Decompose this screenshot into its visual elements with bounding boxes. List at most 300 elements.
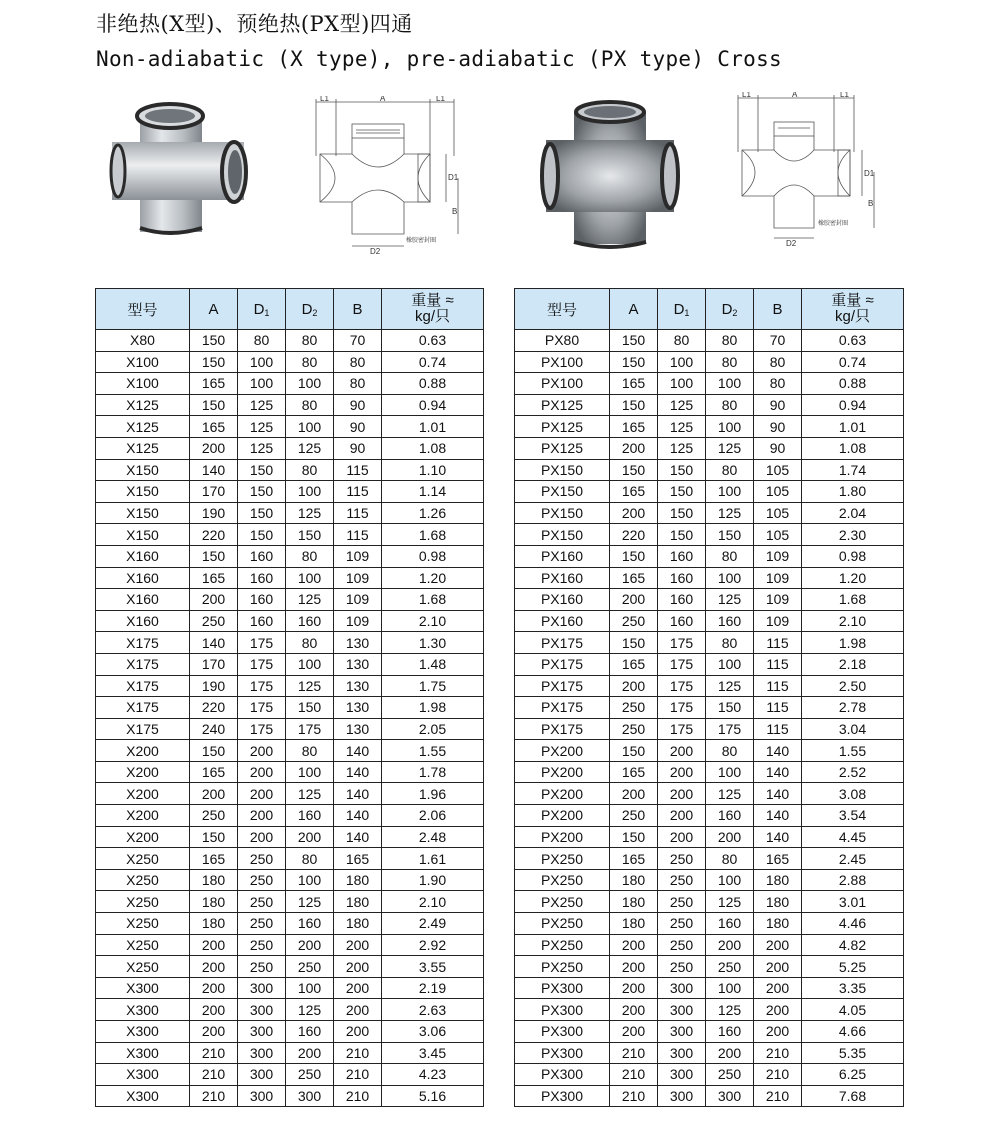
table-row xyxy=(515,977,904,999)
cell-weight: 2.63 xyxy=(382,999,484,1021)
cell-d2: 80 xyxy=(286,632,334,654)
label-b: B xyxy=(868,199,874,208)
cell-a: 200 xyxy=(610,999,658,1021)
cell-a: 150 xyxy=(190,351,238,373)
cell-weight: 2.04 xyxy=(802,502,904,524)
cell-model: PX250 xyxy=(515,869,610,891)
cell-b: 130 xyxy=(334,632,382,654)
cell-d2: 150 xyxy=(286,697,334,719)
cell-a: 150 xyxy=(610,545,658,567)
cell-model: PX160 xyxy=(515,610,610,632)
table-row xyxy=(515,697,904,719)
cell-weight: 0.94 xyxy=(802,394,904,416)
table-row xyxy=(96,632,484,654)
table-row xyxy=(515,610,904,632)
x-type-cross-photo xyxy=(104,96,254,244)
cell-b: 165 xyxy=(754,848,802,870)
cell-weight: 1.08 xyxy=(802,437,904,459)
cell-model: PX300 xyxy=(515,977,610,999)
cell-d1: 175 xyxy=(238,697,286,719)
cell-d2: 100 xyxy=(286,567,334,589)
cell-a: 180 xyxy=(190,891,238,913)
cell-d2: 125 xyxy=(286,891,334,913)
cell-a: 200 xyxy=(610,502,658,524)
cell-a: 180 xyxy=(610,891,658,913)
cell-d1: 150 xyxy=(238,524,286,546)
cell-a: 165 xyxy=(610,761,658,783)
cell-d1: 150 xyxy=(658,459,706,481)
cell-weight: 1.61 xyxy=(382,848,484,870)
header-b: B xyxy=(334,289,382,330)
cell-b: 115 xyxy=(754,718,802,740)
cell-b: 200 xyxy=(334,934,382,956)
cell-weight: 1.78 xyxy=(382,761,484,783)
table-row xyxy=(96,481,484,503)
cell-weight: 1.55 xyxy=(802,740,904,762)
cell-b: 210 xyxy=(754,1085,802,1107)
cell-a: 210 xyxy=(190,1064,238,1086)
cell-d2: 160 xyxy=(286,805,334,827)
cell-d1: 150 xyxy=(238,481,286,503)
cell-model: PX175 xyxy=(515,653,610,675)
table-row xyxy=(96,610,484,632)
cell-a: 200 xyxy=(610,934,658,956)
cell-weight: 1.55 xyxy=(382,740,484,762)
cell-b: 105 xyxy=(754,524,802,546)
table-row xyxy=(96,891,484,913)
cell-weight: 1.08 xyxy=(382,437,484,459)
table-row xyxy=(96,913,484,935)
cell-b: 180 xyxy=(334,891,382,913)
table-row xyxy=(96,675,484,697)
cell-d2: 250 xyxy=(286,1064,334,1086)
cell-d1: 150 xyxy=(238,459,286,481)
cell-a: 150 xyxy=(610,330,658,352)
cell-b: 90 xyxy=(754,437,802,459)
header-b: B xyxy=(754,289,802,330)
cell-d2: 160 xyxy=(286,913,334,935)
cell-d1: 300 xyxy=(238,1085,286,1107)
cell-d1: 160 xyxy=(658,545,706,567)
cell-weight: 4.23 xyxy=(382,1064,484,1086)
cell-model: PX125 xyxy=(515,416,610,438)
table-row xyxy=(96,653,484,675)
cell-d2: 100 xyxy=(706,373,754,395)
cell-weight: 1.68 xyxy=(382,524,484,546)
cell-d1: 200 xyxy=(238,826,286,848)
table-row xyxy=(515,1085,904,1107)
cell-b: 90 xyxy=(334,394,382,416)
cell-weight: 3.45 xyxy=(382,1042,484,1064)
x-type-cross-drawing xyxy=(306,96,466,256)
cell-b: 210 xyxy=(334,1064,382,1086)
cell-d2: 200 xyxy=(706,826,754,848)
cell-b: 140 xyxy=(334,783,382,805)
cell-model: X80 xyxy=(96,330,190,352)
cell-a: 165 xyxy=(610,416,658,438)
cell-model: X250 xyxy=(96,934,190,956)
cell-weight: 1.14 xyxy=(382,481,484,503)
header-d1: $D_1$ xyxy=(238,289,286,330)
cell-a: 140 xyxy=(190,459,238,481)
cell-model: PX300 xyxy=(515,1042,610,1064)
cell-d1: 175 xyxy=(658,675,706,697)
cell-d2: 80 xyxy=(706,848,754,870)
table-row xyxy=(96,459,484,481)
cell-weight: 2.10 xyxy=(382,891,484,913)
cell-d2: 100 xyxy=(706,869,754,891)
cell-a: 200 xyxy=(610,589,658,611)
cell-d2: 80 xyxy=(706,740,754,762)
table-row xyxy=(515,545,904,567)
cell-d2: 125 xyxy=(706,891,754,913)
cell-b: 115 xyxy=(754,632,802,654)
cell-b: 90 xyxy=(754,394,802,416)
cell-d2: 80 xyxy=(286,740,334,762)
label-l1-right: L1 xyxy=(840,92,849,99)
cell-weight: 0.88 xyxy=(802,373,904,395)
cell-a: 200 xyxy=(610,675,658,697)
cell-weight: 0.98 xyxy=(382,545,484,567)
cell-d2: 160 xyxy=(706,610,754,632)
cell-a: 200 xyxy=(190,956,238,978)
cell-d1: 150 xyxy=(238,502,286,524)
cell-model: X200 xyxy=(96,761,190,783)
header-weight: 重量 ≈ kg/只 xyxy=(802,289,904,330)
cell-b: 140 xyxy=(334,826,382,848)
table-row xyxy=(96,416,484,438)
cell-b: 210 xyxy=(754,1064,802,1086)
cell-d2: 125 xyxy=(706,589,754,611)
cell-d1: 125 xyxy=(238,394,286,416)
label-a: A xyxy=(380,96,386,103)
cell-d1: 200 xyxy=(658,761,706,783)
label-d2: D2 xyxy=(786,239,797,248)
cell-d1: 125 xyxy=(238,416,286,438)
cell-model: PX175 xyxy=(515,718,610,740)
cell-a: 210 xyxy=(610,1042,658,1064)
cell-model: X150 xyxy=(96,502,190,524)
table-row xyxy=(515,761,904,783)
cell-d1: 300 xyxy=(238,1021,286,1043)
cell-d2: 125 xyxy=(286,675,334,697)
label-d1: D1 xyxy=(448,173,459,182)
cell-weight: 1.20 xyxy=(382,567,484,589)
cell-b: 115 xyxy=(754,675,802,697)
cell-d1: 160 xyxy=(238,567,286,589)
cell-b: 200 xyxy=(754,999,802,1021)
cell-weight: 2.88 xyxy=(802,869,904,891)
cell-model: PX250 xyxy=(515,848,610,870)
cell-a: 150 xyxy=(610,394,658,416)
cell-a: 200 xyxy=(610,1021,658,1043)
table-row xyxy=(96,330,484,352)
cell-d1: 200 xyxy=(238,805,286,827)
cell-b: 130 xyxy=(334,718,382,740)
cell-d1: 300 xyxy=(238,999,286,1021)
table-row xyxy=(96,783,484,805)
cell-a: 220 xyxy=(610,524,658,546)
cell-weight: 3.55 xyxy=(382,956,484,978)
cell-a: 150 xyxy=(610,740,658,762)
header-d2: $D_2$ xyxy=(286,289,334,330)
cell-weight: 2.52 xyxy=(802,761,904,783)
cell-a: 150 xyxy=(190,826,238,848)
table-row xyxy=(96,351,484,373)
table-row xyxy=(515,589,904,611)
cell-d1: 300 xyxy=(658,1085,706,1107)
table-row xyxy=(515,437,904,459)
cell-model: PX200 xyxy=(515,740,610,762)
cell-weight: 0.63 xyxy=(382,330,484,352)
cell-d2: 160 xyxy=(286,1021,334,1043)
cell-model: X200 xyxy=(96,826,190,848)
header-model: 型号 xyxy=(515,289,610,330)
cell-model: X125 xyxy=(96,437,190,459)
cell-model: PX300 xyxy=(515,1085,610,1107)
cell-d1: 175 xyxy=(238,653,286,675)
table-row xyxy=(515,1042,904,1064)
cell-a: 165 xyxy=(190,416,238,438)
cell-a: 220 xyxy=(190,697,238,719)
cell-model: PX175 xyxy=(515,675,610,697)
cell-d2: 80 xyxy=(706,394,754,416)
cell-b: 70 xyxy=(334,330,382,352)
cell-weight: 0.94 xyxy=(382,394,484,416)
cell-a: 165 xyxy=(610,481,658,503)
cell-model: PX300 xyxy=(515,1021,610,1043)
cell-model: X100 xyxy=(96,373,190,395)
cell-model: X300 xyxy=(96,977,190,999)
cell-a: 200 xyxy=(190,999,238,1021)
table-row xyxy=(515,805,904,827)
cell-b: 90 xyxy=(334,437,382,459)
cell-b: 200 xyxy=(754,1021,802,1043)
table-row xyxy=(515,351,904,373)
x-type-spec-table xyxy=(95,288,484,1107)
cell-weight: 2.10 xyxy=(382,610,484,632)
cell-model: X150 xyxy=(96,459,190,481)
cell-b: 130 xyxy=(334,653,382,675)
cell-weight: 2.18 xyxy=(802,653,904,675)
cell-b: 80 xyxy=(334,351,382,373)
cell-d1: 250 xyxy=(658,934,706,956)
cell-weight: 1.90 xyxy=(382,869,484,891)
cell-a: 200 xyxy=(190,437,238,459)
cell-a: 200 xyxy=(610,956,658,978)
cell-weight: 0.74 xyxy=(382,351,484,373)
cell-a: 150 xyxy=(190,545,238,567)
cell-b: 210 xyxy=(334,1042,382,1064)
cell-weight: 5.35 xyxy=(802,1042,904,1064)
cell-b: 109 xyxy=(754,589,802,611)
cell-d2: 100 xyxy=(286,416,334,438)
cell-a: 200 xyxy=(190,934,238,956)
label-b: B xyxy=(452,207,458,216)
cell-d1: 175 xyxy=(658,718,706,740)
cell-model: X250 xyxy=(96,956,190,978)
cell-weight: 1.96 xyxy=(382,783,484,805)
table-row xyxy=(515,891,904,913)
cell-model: X175 xyxy=(96,632,190,654)
table-row xyxy=(96,718,484,740)
cell-d1: 175 xyxy=(238,718,286,740)
label-a: A xyxy=(792,92,798,99)
cell-model: PX200 xyxy=(515,826,610,848)
cell-weight: 5.25 xyxy=(802,956,904,978)
cell-weight: 1.98 xyxy=(802,632,904,654)
cell-b: 80 xyxy=(334,373,382,395)
cell-d2: 125 xyxy=(706,999,754,1021)
cell-weight: 2.45 xyxy=(802,848,904,870)
cell-d2: 200 xyxy=(706,1042,754,1064)
table-row xyxy=(515,869,904,891)
cell-d2: 100 xyxy=(286,869,334,891)
cell-weight: 0.63 xyxy=(802,330,904,352)
table-row xyxy=(515,1021,904,1043)
cell-weight: 3.08 xyxy=(802,783,904,805)
cell-d2: 80 xyxy=(286,394,334,416)
cell-model: X250 xyxy=(96,869,190,891)
cell-d1: 125 xyxy=(658,437,706,459)
cell-b: 109 xyxy=(334,567,382,589)
header-weight: 重量 ≈ kg/只 xyxy=(382,289,484,330)
cell-d1: 200 xyxy=(658,783,706,805)
cell-model: PX125 xyxy=(515,394,610,416)
cell-weight: 1.68 xyxy=(802,589,904,611)
table-row xyxy=(96,869,484,891)
cell-d1: 175 xyxy=(658,632,706,654)
cell-model: X250 xyxy=(96,913,190,935)
cell-weight: 5.16 xyxy=(382,1085,484,1107)
cell-weight: 3.04 xyxy=(802,718,904,740)
table-row xyxy=(515,567,904,589)
cell-d1: 100 xyxy=(238,351,286,373)
cell-d2: 80 xyxy=(706,545,754,567)
table-row xyxy=(515,740,904,762)
table-row xyxy=(515,653,904,675)
label-l1-left: L1 xyxy=(320,96,329,103)
cell-weight: 4.45 xyxy=(802,826,904,848)
cell-model: X250 xyxy=(96,891,190,913)
cell-model: PX300 xyxy=(515,1064,610,1086)
cell-d1: 125 xyxy=(238,437,286,459)
cell-d2: 80 xyxy=(706,330,754,352)
cell-model: PX100 xyxy=(515,351,610,373)
table-row xyxy=(96,394,484,416)
cell-a: 150 xyxy=(610,351,658,373)
cell-a: 250 xyxy=(610,805,658,827)
cell-a: 210 xyxy=(610,1085,658,1107)
cell-weight: 2.50 xyxy=(802,675,904,697)
cell-model: PX250 xyxy=(515,934,610,956)
cell-model: X160 xyxy=(96,610,190,632)
cell-d1: 160 xyxy=(238,589,286,611)
cell-a: 165 xyxy=(190,848,238,870)
cell-model: X175 xyxy=(96,718,190,740)
cell-d1: 200 xyxy=(658,826,706,848)
cell-d2: 150 xyxy=(286,524,334,546)
page-title-english: Non-adiabatic (X type), pre-adiabatic (PX type) Cross xyxy=(96,47,782,71)
cell-model: X150 xyxy=(96,524,190,546)
table-header-row xyxy=(96,289,484,330)
cell-d2: 250 xyxy=(286,956,334,978)
cell-a: 200 xyxy=(190,977,238,999)
cell-a: 200 xyxy=(610,977,658,999)
cell-b: 70 xyxy=(754,330,802,352)
cell-d1: 100 xyxy=(658,373,706,395)
cell-b: 180 xyxy=(754,913,802,935)
table-row xyxy=(96,848,484,870)
page-title-chinese: 非绝热(X型)、预绝热(PX型)四通 xyxy=(96,12,413,36)
table-row xyxy=(515,524,904,546)
cell-weight: 4.82 xyxy=(802,934,904,956)
cell-weight: 3.35 xyxy=(802,977,904,999)
cell-weight: 1.80 xyxy=(802,481,904,503)
cell-model: PX200 xyxy=(515,761,610,783)
cell-weight: 1.01 xyxy=(802,416,904,438)
cell-d2: 160 xyxy=(706,805,754,827)
cell-d1: 80 xyxy=(238,330,286,352)
cell-b: 180 xyxy=(754,891,802,913)
cell-weight: 1.01 xyxy=(382,416,484,438)
table-row xyxy=(96,934,484,956)
cell-model: X150 xyxy=(96,481,190,503)
cell-d1: 300 xyxy=(238,1064,286,1086)
cell-weight: 2.49 xyxy=(382,913,484,935)
table-row xyxy=(515,330,904,352)
cell-d2: 300 xyxy=(286,1085,334,1107)
cell-model: X200 xyxy=(96,783,190,805)
cell-weight: 1.74 xyxy=(802,459,904,481)
cell-d2: 200 xyxy=(286,826,334,848)
label-d2: D2 xyxy=(370,247,381,256)
cell-d2: 160 xyxy=(706,1021,754,1043)
cell-weight: 1.48 xyxy=(382,653,484,675)
cell-d2: 150 xyxy=(706,524,754,546)
cell-d1: 200 xyxy=(238,761,286,783)
cell-weight: 1.26 xyxy=(382,502,484,524)
cell-b: 180 xyxy=(334,869,382,891)
cell-b: 200 xyxy=(754,977,802,999)
cell-a: 150 xyxy=(190,394,238,416)
cell-b: 210 xyxy=(754,1042,802,1064)
table-row xyxy=(96,1085,484,1107)
cell-d1: 250 xyxy=(238,956,286,978)
cell-weight: 0.98 xyxy=(802,545,904,567)
cell-d1: 200 xyxy=(658,805,706,827)
table-row xyxy=(96,956,484,978)
cell-d1: 160 xyxy=(238,545,286,567)
cell-d1: 150 xyxy=(658,524,706,546)
cell-model: X300 xyxy=(96,1042,190,1064)
cell-d2: 125 xyxy=(706,437,754,459)
cell-a: 165 xyxy=(610,567,658,589)
table-row xyxy=(96,567,484,589)
cell-model: X300 xyxy=(96,1064,190,1086)
cell-weight: 4.05 xyxy=(802,999,904,1021)
cell-model: X200 xyxy=(96,740,190,762)
cell-weight: 1.20 xyxy=(802,567,904,589)
cell-d1: 160 xyxy=(658,567,706,589)
header-model: 型号 xyxy=(96,289,190,330)
cell-d2: 80 xyxy=(286,351,334,373)
table-row xyxy=(96,805,484,827)
cell-a: 250 xyxy=(190,805,238,827)
cell-d2: 125 xyxy=(286,999,334,1021)
cell-weight: 1.10 xyxy=(382,459,484,481)
cell-weight: 2.05 xyxy=(382,718,484,740)
